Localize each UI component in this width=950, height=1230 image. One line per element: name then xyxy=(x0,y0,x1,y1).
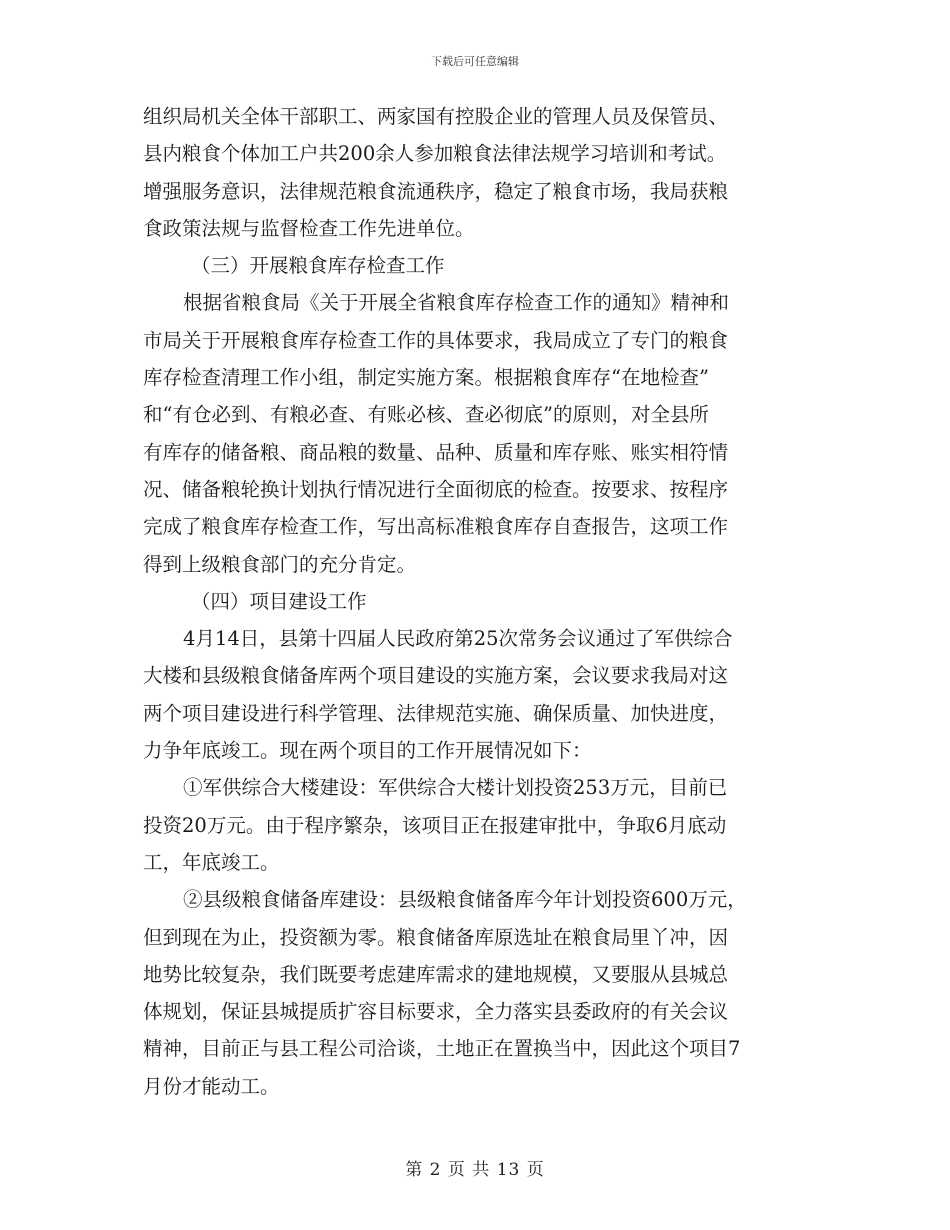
paragraph-line: 完成了粮食库存检查工作，写出高标准粮食库存自查报告，这项工作 xyxy=(143,515,729,539)
paragraph-line: 食政策法规与监督检查工作先进单位。 xyxy=(143,216,475,240)
section-heading: （四）项目建设工作 xyxy=(191,589,367,613)
paragraph-line: 得到上级粮食部门的充分肯定。 xyxy=(143,552,417,576)
paragraph-line: 体规划，保证县城提质扩容目标要求，全力落实县委政府的有关会议 xyxy=(143,1000,729,1024)
paragraph-line: ②县级粮食储备库建设：县级粮食储备库今年计划投资600万元， xyxy=(183,888,747,912)
paragraph-line: 有库存的储备粮、商品粮的数量、品种、质量和库存账、账实相符情 xyxy=(143,440,729,464)
paragraph-line: 况、储备粮轮换计划执行情况进行全面彻底的检查。按要求、按程序 xyxy=(143,477,729,501)
paragraph-line: 4月14日，县第十四届人民政府第25次常务会议通过了军供综合 xyxy=(183,627,733,651)
page-header: 下载后可任意编辑 xyxy=(431,55,519,68)
paragraph-line: 地势比较复杂，我们既要考虑建库需求的建地规模，又要服从县城总 xyxy=(143,962,729,986)
paragraph-line: 组织局机关全体干部职工、两家国有控股企业的管理人员及保管员、 xyxy=(143,105,729,128)
paragraph-line: 力争年底竣工。现在两个项目的工作开展情况如下： xyxy=(143,739,592,763)
paragraph-line: 增强服务意识，法律规范粮食流通秩序，稳定了粮食市场，我局获粮 xyxy=(143,179,729,203)
document-body xyxy=(143,98,808,1105)
paragraph-line: 月份才能动工。 xyxy=(143,1074,280,1098)
paragraph-line: 根据省粮食局《关于开展全省粮食库存检查工作的通知》精神和 xyxy=(183,291,730,315)
page-footer: 第 2 页 共 13 页 xyxy=(405,1160,545,1180)
paragraph-line: 和“有仓必到、有粮必查、有账必核、查必彻底”的原则，对全县所 xyxy=(143,403,709,427)
paragraph-line: 投资20万元。由于程序繁杂，该项目正在报建审批中，争取6月底动 xyxy=(143,813,727,837)
paragraph-line: 精神，目前正与县工程公司洽谈，土地正在置换当中，因此这个项目7 xyxy=(143,1037,741,1061)
paragraph-line: ①军供综合大楼建设：军供综合大楼计划投资253万元，目前已 xyxy=(183,776,728,800)
paragraph-line: 库存检查清理工作小组，制定实施方案。根据粮食库存“在地检查” xyxy=(143,366,709,390)
paragraph-line: 但到现在为止，投资额为零。粮食储备库原选址在粮食局里丫冲，因 xyxy=(143,925,729,949)
paragraph-line: 工，年底竣工。 xyxy=(143,850,280,874)
paragraph-line: 两个项目建设进行科学管理、法律规范实施、确保质量、加快进度， xyxy=(143,701,729,725)
paragraph-line: 县内粮食个体加工户共200余人参加粮食法律法规学习培训和考试。 xyxy=(143,142,727,166)
paragraph-line: 市局关于开展粮食库存检查工作的具体要求，我局成立了专门的粮食 xyxy=(143,328,729,352)
section-heading: （三）开展粮食库存检查工作 xyxy=(191,254,445,278)
paragraph-line: 大楼和县级粮食储备库两个项目建设的实施方案，会议要求我局对这 xyxy=(143,664,729,688)
